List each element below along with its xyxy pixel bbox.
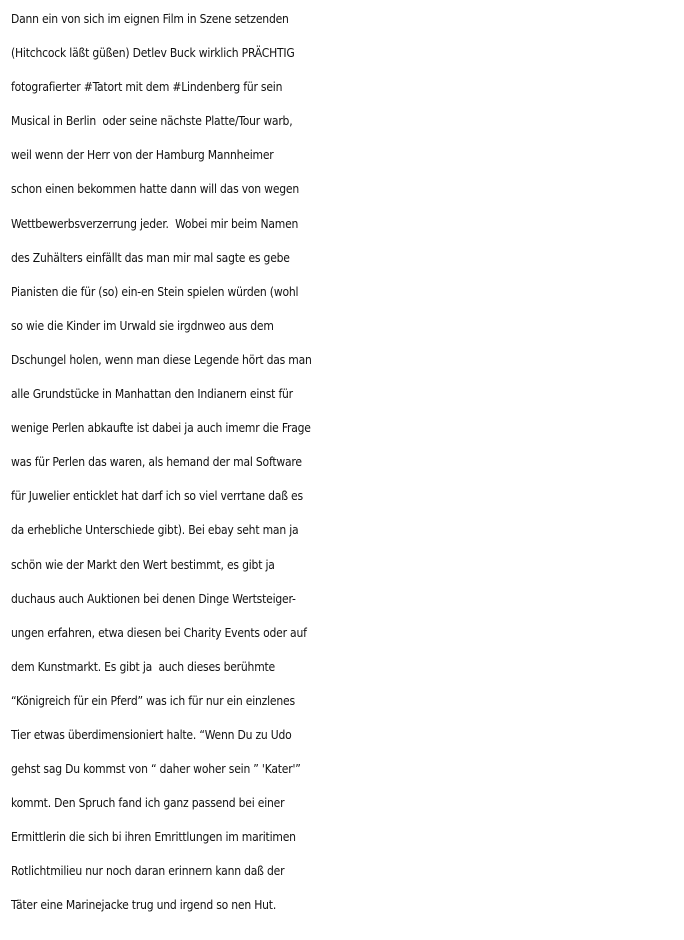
text-line: duchaus auch Auktionen bei denen Dinge Wertsteiger-	[11, 591, 296, 606]
text-line: so wie die Kinder im Urwald sie irgdnweo aus dem	[11, 318, 274, 333]
text-line: des Zuhälters einfällt das man mir mal sagte es gebe	[11, 250, 290, 265]
text-line: weil wenn der Herr von der Hamburg Mannheimer	[11, 148, 274, 163]
text-line: dem Kunstmarkt. Es gibt ja auch dieses berühmte	[11, 659, 275, 674]
text-line: für Juwelier enticklet hat darf ich so viel verrtane daß es	[11, 489, 303, 504]
text-line: (Hitchcock läßt güßen) Detlev Buck wirklich PRÄCHTIG	[11, 46, 295, 61]
text-line: Musical in Berlin oder seine nächste Platte/Tour warb,	[11, 114, 293, 129]
text-line: Rotlichtmilieu nur noch daran erinnern kann daß der	[11, 864, 285, 879]
text-line: Dschungel holen, wenn man diese Legende hört das man	[11, 352, 312, 367]
text-line: Täter eine Marinejacke trug und irgend so nen Hut.	[11, 898, 277, 913]
text-line: Wettbewerbsverzerrung jeder. Wobei mir beim Namen	[11, 216, 299, 231]
text-line: ungen erfahren, etwa diesen bei Charity Events oder auf	[11, 625, 307, 640]
text-line: alle Grundstücke in Manhattan den Indianern einst für	[11, 387, 293, 402]
text-line: Dann ein von sich im eignen Film in Szene setzenden	[11, 12, 289, 26]
text-line: Pianisten die für (so) ein-en Stein spielen würden (wohl	[11, 284, 299, 299]
text-line: fotografierter #Tatort mit dem #Lindenberg für sein	[11, 80, 283, 95]
document-text	[11, 2, 683, 923]
text-line: gehst sag Du kommst von “ daher woher sein ” 'Kater'”	[11, 762, 301, 777]
text-line: Tier etwas überdimensioniert halte. “Wenn Du zu Udo	[11, 727, 292, 742]
text-line: wenige Perlen abkaufte ist dabei ja auch imemr die Frage	[11, 421, 311, 436]
text-line: schön wie der Markt den Wert bestimmt, es gibt ja	[11, 557, 275, 572]
text-line: Ermittlerin die sich bi ihren Emrittlungen im maritimen	[11, 830, 296, 845]
text-line: da erhebliche Unterschiede gibt). Bei ebay seht man ja	[11, 523, 299, 538]
text-line: schon einen bekommen hatte dann will das von wegen	[11, 182, 300, 197]
text-line: “Königreich für ein Pferd” was ich für nur ein einzlenes	[11, 693, 295, 708]
text-line: kommt. Den Spruch fand ich ganz passend bei einer	[11, 796, 285, 811]
text-line: was für Perlen das waren, als hemand der mal Software	[11, 455, 302, 470]
